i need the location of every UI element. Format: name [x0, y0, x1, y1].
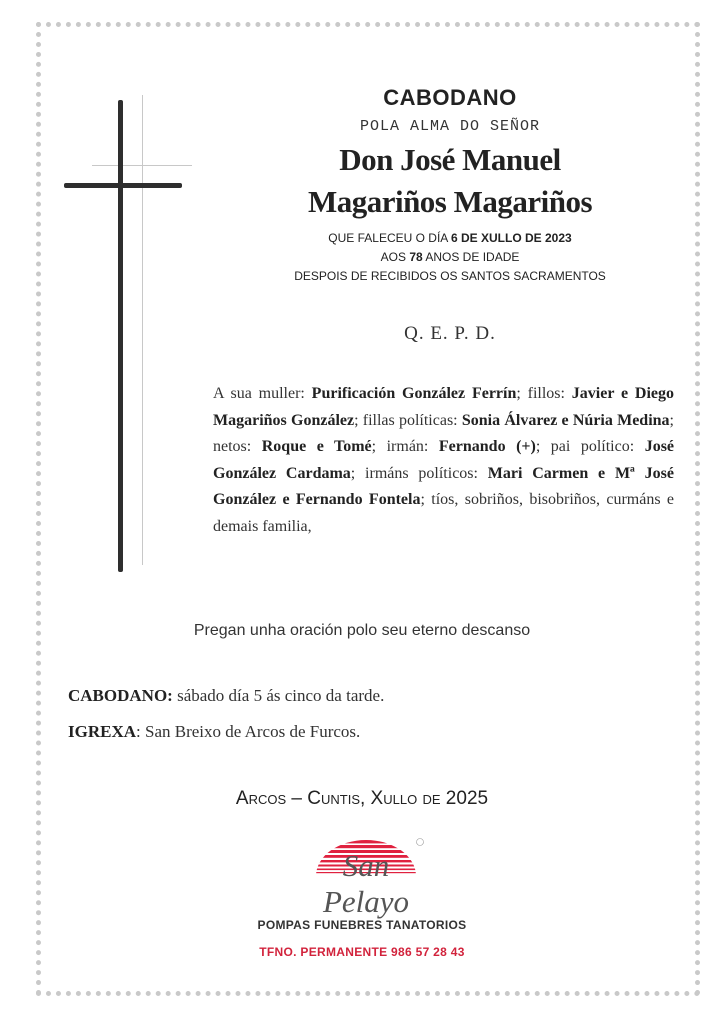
family-text: ; fillas políticas:	[354, 411, 462, 429]
family-text: ; irmán:	[371, 438, 439, 455]
family-wife: Purificación González Ferrín	[311, 385, 517, 402]
igrexa-label: IGREXA	[68, 722, 137, 741]
igrexa-event	[68, 722, 360, 742]
death-date-prefix: QUE FALECEU O DÍA	[328, 231, 451, 245]
igrexa-text: : San Breixo de Arcos de Furcos.	[136, 722, 361, 741]
phone-number: TFNO. PERMANENTE 986 57 28 43	[259, 945, 465, 959]
logo-text: San Pelayo	[322, 848, 410, 919]
cross-icon-bar	[64, 183, 182, 188]
cabodano-label: CABODANO:	[68, 686, 173, 705]
family-text: ; netos:	[213, 411, 674, 455]
family-brother: Fernando (+)	[438, 438, 536, 455]
cabodano-event	[68, 686, 384, 706]
deceased-name-line1: Don José Manuel	[339, 142, 561, 177]
cross-icon	[118, 100, 123, 572]
sacraments-line: DESPOIS DE RECIBIDOS OS SANTOS SACRAMENTOS	[294, 269, 606, 283]
age-line	[200, 250, 700, 264]
family-text: A sua muller:	[213, 385, 312, 402]
death-date-line	[200, 231, 700, 245]
age-value: 78	[409, 250, 423, 264]
deceased-name-line2: Magariños Magariños	[307, 184, 593, 219]
qepd: Q. E. P. D.	[404, 323, 496, 344]
death-date: 6 DE XULLO DE 2023	[450, 231, 572, 245]
age-prefix: AOS	[380, 250, 410, 264]
cabodano-text: sábado día 5 ás cinco da tarde.	[172, 686, 385, 705]
family-text: ; irmáns políticos:	[350, 464, 488, 482]
services-label: POMPAS FUNEBRES TANATORIOS	[257, 918, 467, 932]
subtitle: POLA ALMA DO SEÑOR	[359, 118, 541, 135]
cross-shadow-horizontal	[92, 165, 192, 166]
family-paragraph	[213, 381, 674, 540]
family-text: ; fillos:	[516, 385, 572, 402]
page-title: CABODANO	[383, 85, 517, 110]
family-daughters-in-law: Sonia Álvarez e Núria Medina	[461, 411, 670, 429]
family-text: ; tíos, sobriños, bisobriños, curmáns e demais familia,	[213, 491, 674, 535]
prayer-request: Pregan unha oración polo seu eterno descanso	[193, 622, 531, 639]
age-suffix: ANOS DE IDADE	[422, 250, 520, 264]
place-date-text: Arcos – Cuntis, Xullo de 2025	[235, 788, 489, 809]
family-grandchildren: Roque e Tomé	[261, 438, 372, 455]
family-siblings-in-law: Mari Carmen e Mª José González e Fernando Fontela	[213, 464, 674, 508]
family-father-in-law: José González Cardama	[213, 438, 675, 482]
family-text: ; pai político:	[535, 438, 645, 455]
place-date	[0, 788, 724, 810]
family-sons: Javier e Diego Magariños González	[213, 385, 674, 429]
